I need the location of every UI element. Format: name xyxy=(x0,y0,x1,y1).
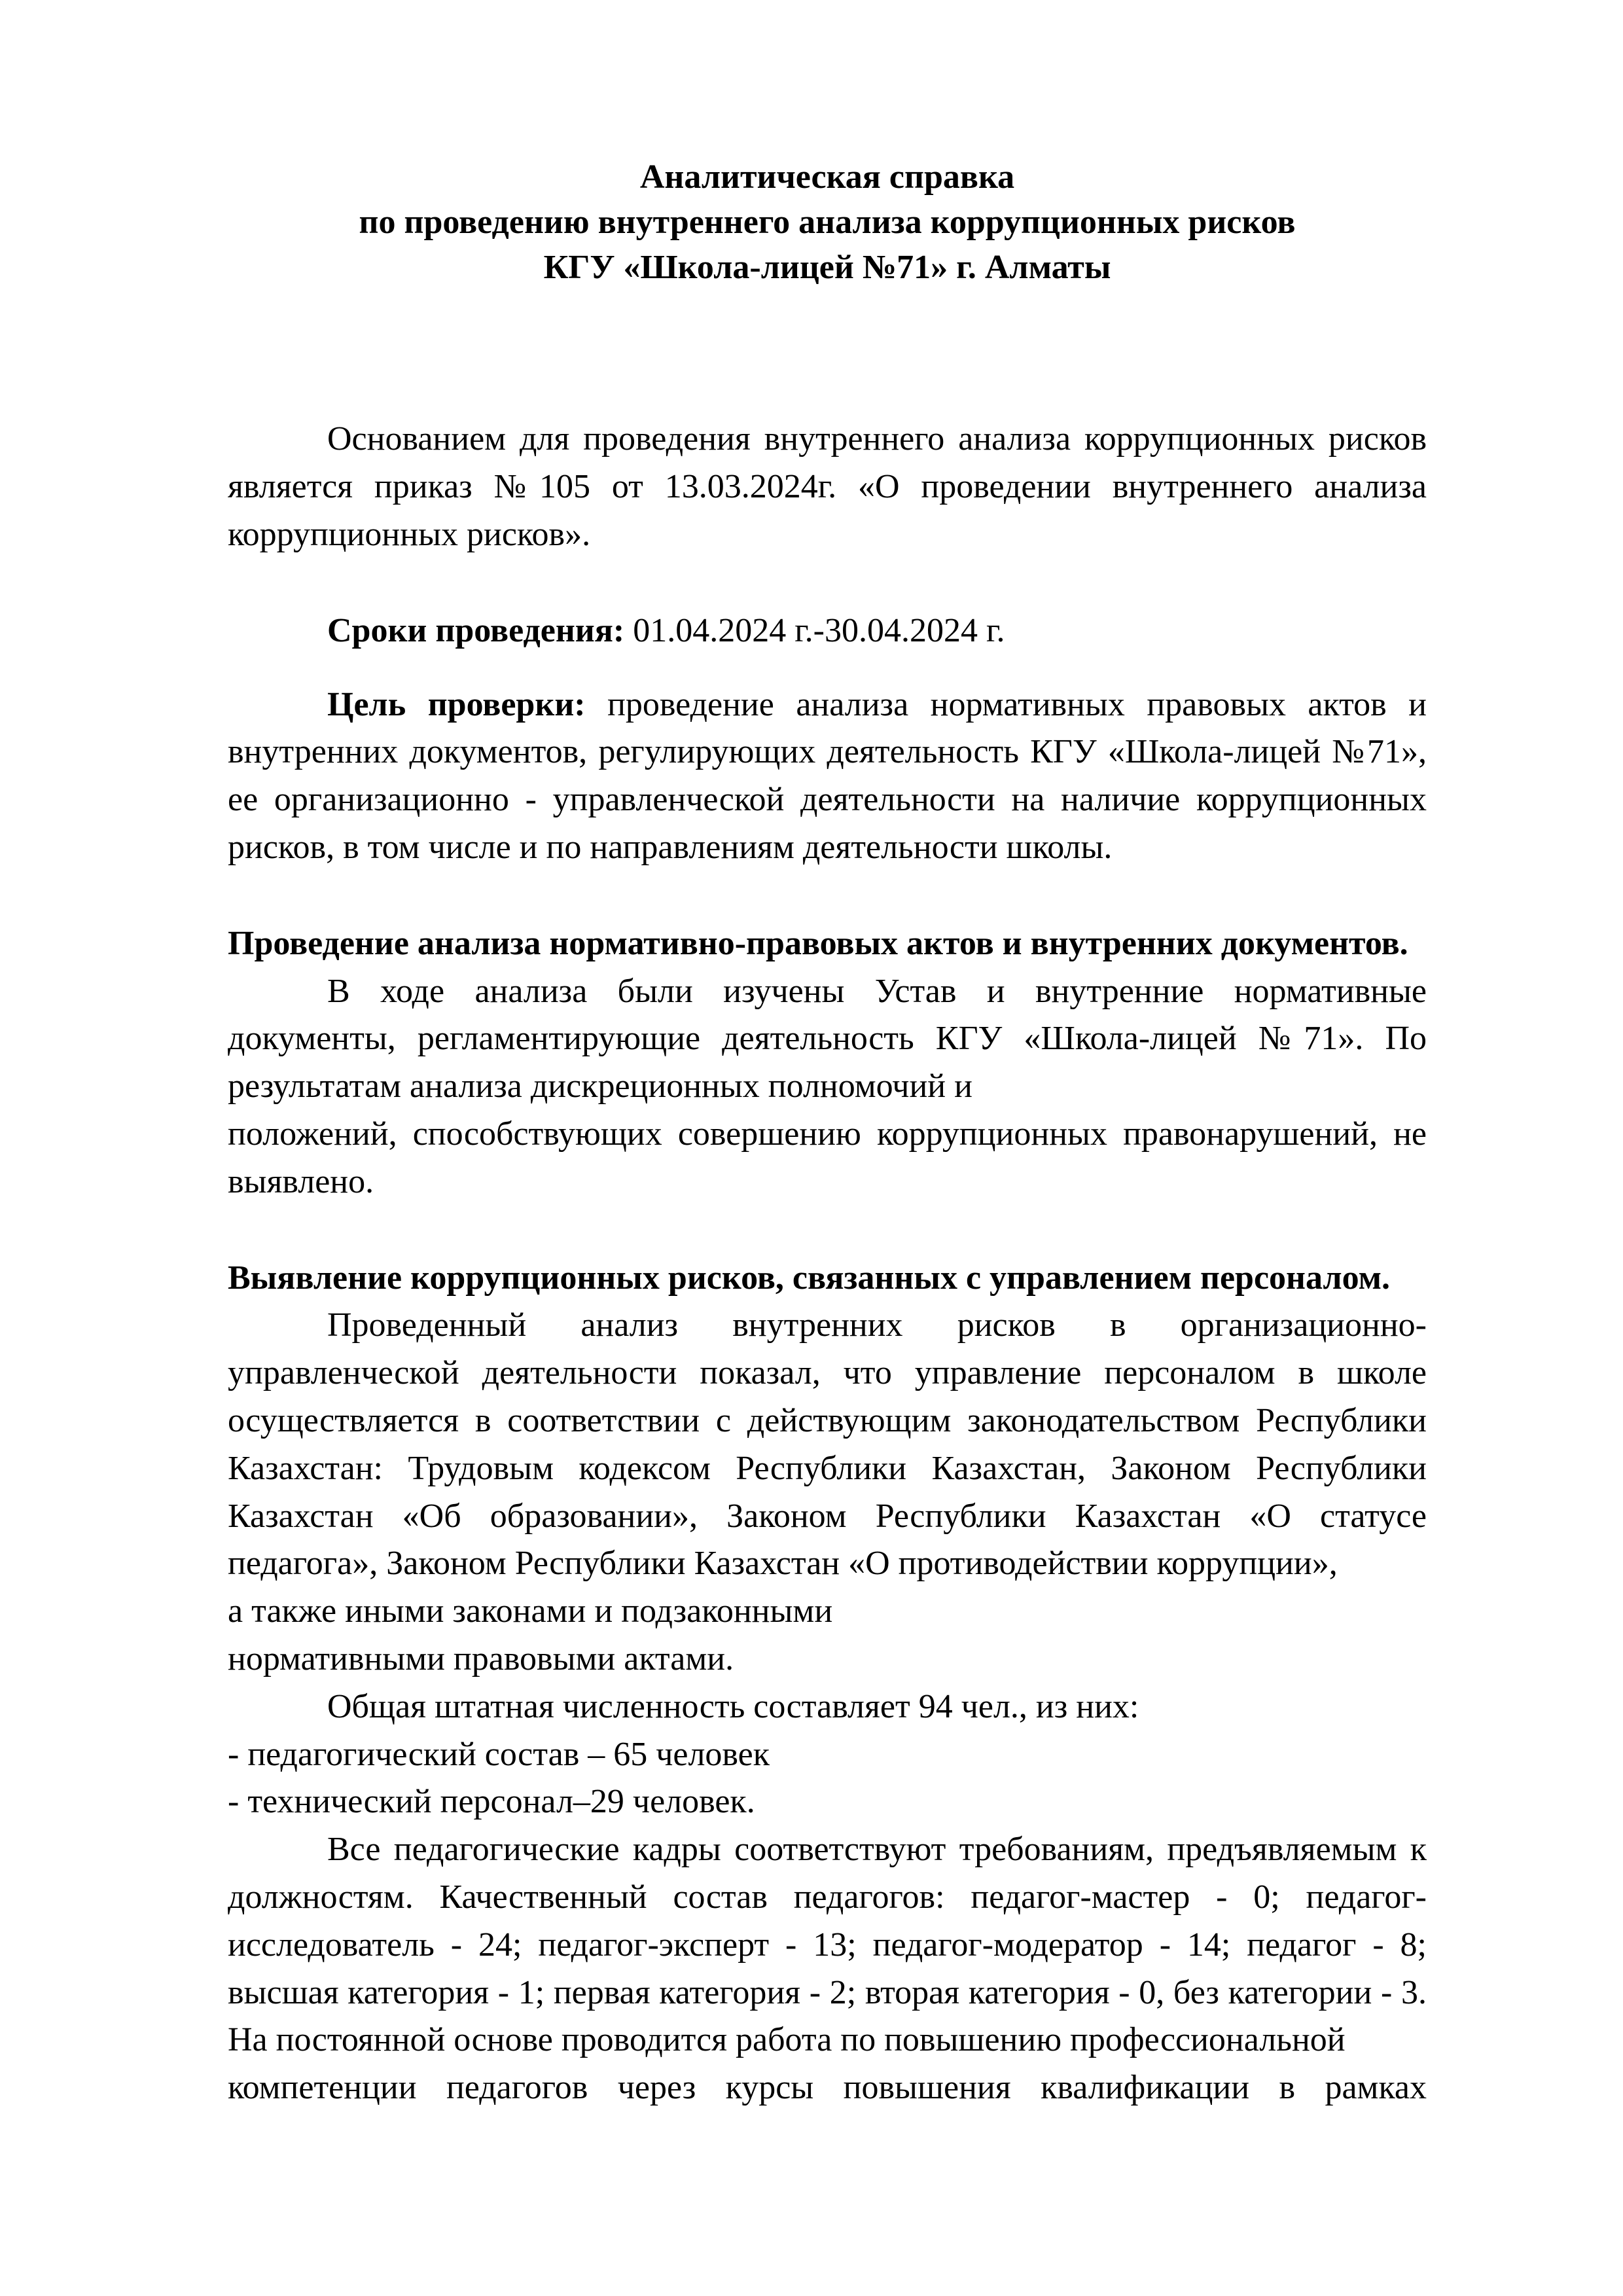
title-line-1: Аналитическая справка xyxy=(639,158,1015,196)
period-paragraph xyxy=(228,607,1427,655)
spacer-before-section-2 xyxy=(228,1206,1427,1255)
purpose-paragraph xyxy=(228,681,1427,872)
title-line-3: КГУ «Школа-лицей №71» г. Алматы xyxy=(543,249,1111,287)
section-1-paragraph-a: В ходе анализа были изучены Устав и внутренние нормативные документы, регламентирующие деятельность КГУ «Школа-лицей №71». По результатам анализа дискреционных полномочий и xyxy=(228,972,1427,1105)
spacer-after-intro xyxy=(228,559,1427,607)
section-2-paragraph-c: нормативными правовыми актами. xyxy=(228,1640,734,1677)
staff-item-teaching: - педагогический состав – 65 человек xyxy=(228,1735,770,1773)
title-line-2: по проведению внутреннего анализа коррупционных рисков xyxy=(359,204,1296,242)
section-1-heading: Проведение анализа нормативно-правовых актов и внутренних документов. xyxy=(228,924,1408,962)
section-1-paragraph-b: положений, способствующих совершению коррупционных правонарушений, не выявлено. xyxy=(228,1115,1427,1200)
period-label: Сроки проведения: xyxy=(327,611,625,649)
purpose-label: Цель проверки: xyxy=(327,685,586,723)
section-2-heading: Выявление коррупционных рисков, связанных с управлением персоналом. xyxy=(228,1259,1391,1297)
quality-paragraph-a: Все педагогические кадры соответствуют требованиям, предъявляемым к должностям. Качественный состав педагогов: педагог-мастер - 0; педагог-исследователь - 24; педагог-эксперт - 13; педагог-модератор - 14; педагог - 8; высшая категория - 1; первая категория - 2; вторая категория - 0, без категории - 3. На постоянной основе проводится работа по повышению профессиональной xyxy=(228,1831,1427,2059)
staff-item-technical: - технический персонал–29 человек. xyxy=(228,1783,755,1821)
page-title xyxy=(228,154,1427,290)
quality-paragraph-b: компетенции педагогов через курсы повышения квалификации в рамках xyxy=(228,2069,1427,2107)
section-2-paragraph-b: а также иными законами и подзаконными xyxy=(228,1592,833,1630)
title-spacer xyxy=(228,316,1427,416)
spacer-before-section-1 xyxy=(228,872,1427,920)
section-2-paragraph-a: Проведенный анализ внутренних рисков в организационно-управленческой деятельности показал, что управление персоналом в школе осуществляется в соответствии с действующим законодательством Республики Казахстан: Трудовым кодексом Республики Казахстан, Законом Республики Казахстан «Об образовании», Законом Республики Казахстан «О статусе педагога», Законом Республики Казахстан «О противодействии коррупции», xyxy=(228,1306,1427,1583)
purpose-value: проведение анализа нормативных правовых актов и внутренних документов, регулирующих деятельность КГУ «Школа-лицей №71», ее организационно - управленческой деятельности на наличие коррупционных рисков, в том числе и по направлениям деятельности школы. xyxy=(228,685,1427,867)
spacer-after-period xyxy=(228,655,1427,681)
staff-total-line: Общая штатная численность составляет 94 чел., из них: xyxy=(327,1687,1139,1725)
intro-paragraph: Основанием для проведения внутреннего анализа коррупционных рисков является приказ №105 от 13.03.2024г. «О проведении внутреннего анализа коррупционных рисков». xyxy=(228,420,1427,554)
document-body xyxy=(228,154,1427,2112)
period-value: 01.04.2024 г.-30.04.2024 г. xyxy=(624,611,1005,649)
